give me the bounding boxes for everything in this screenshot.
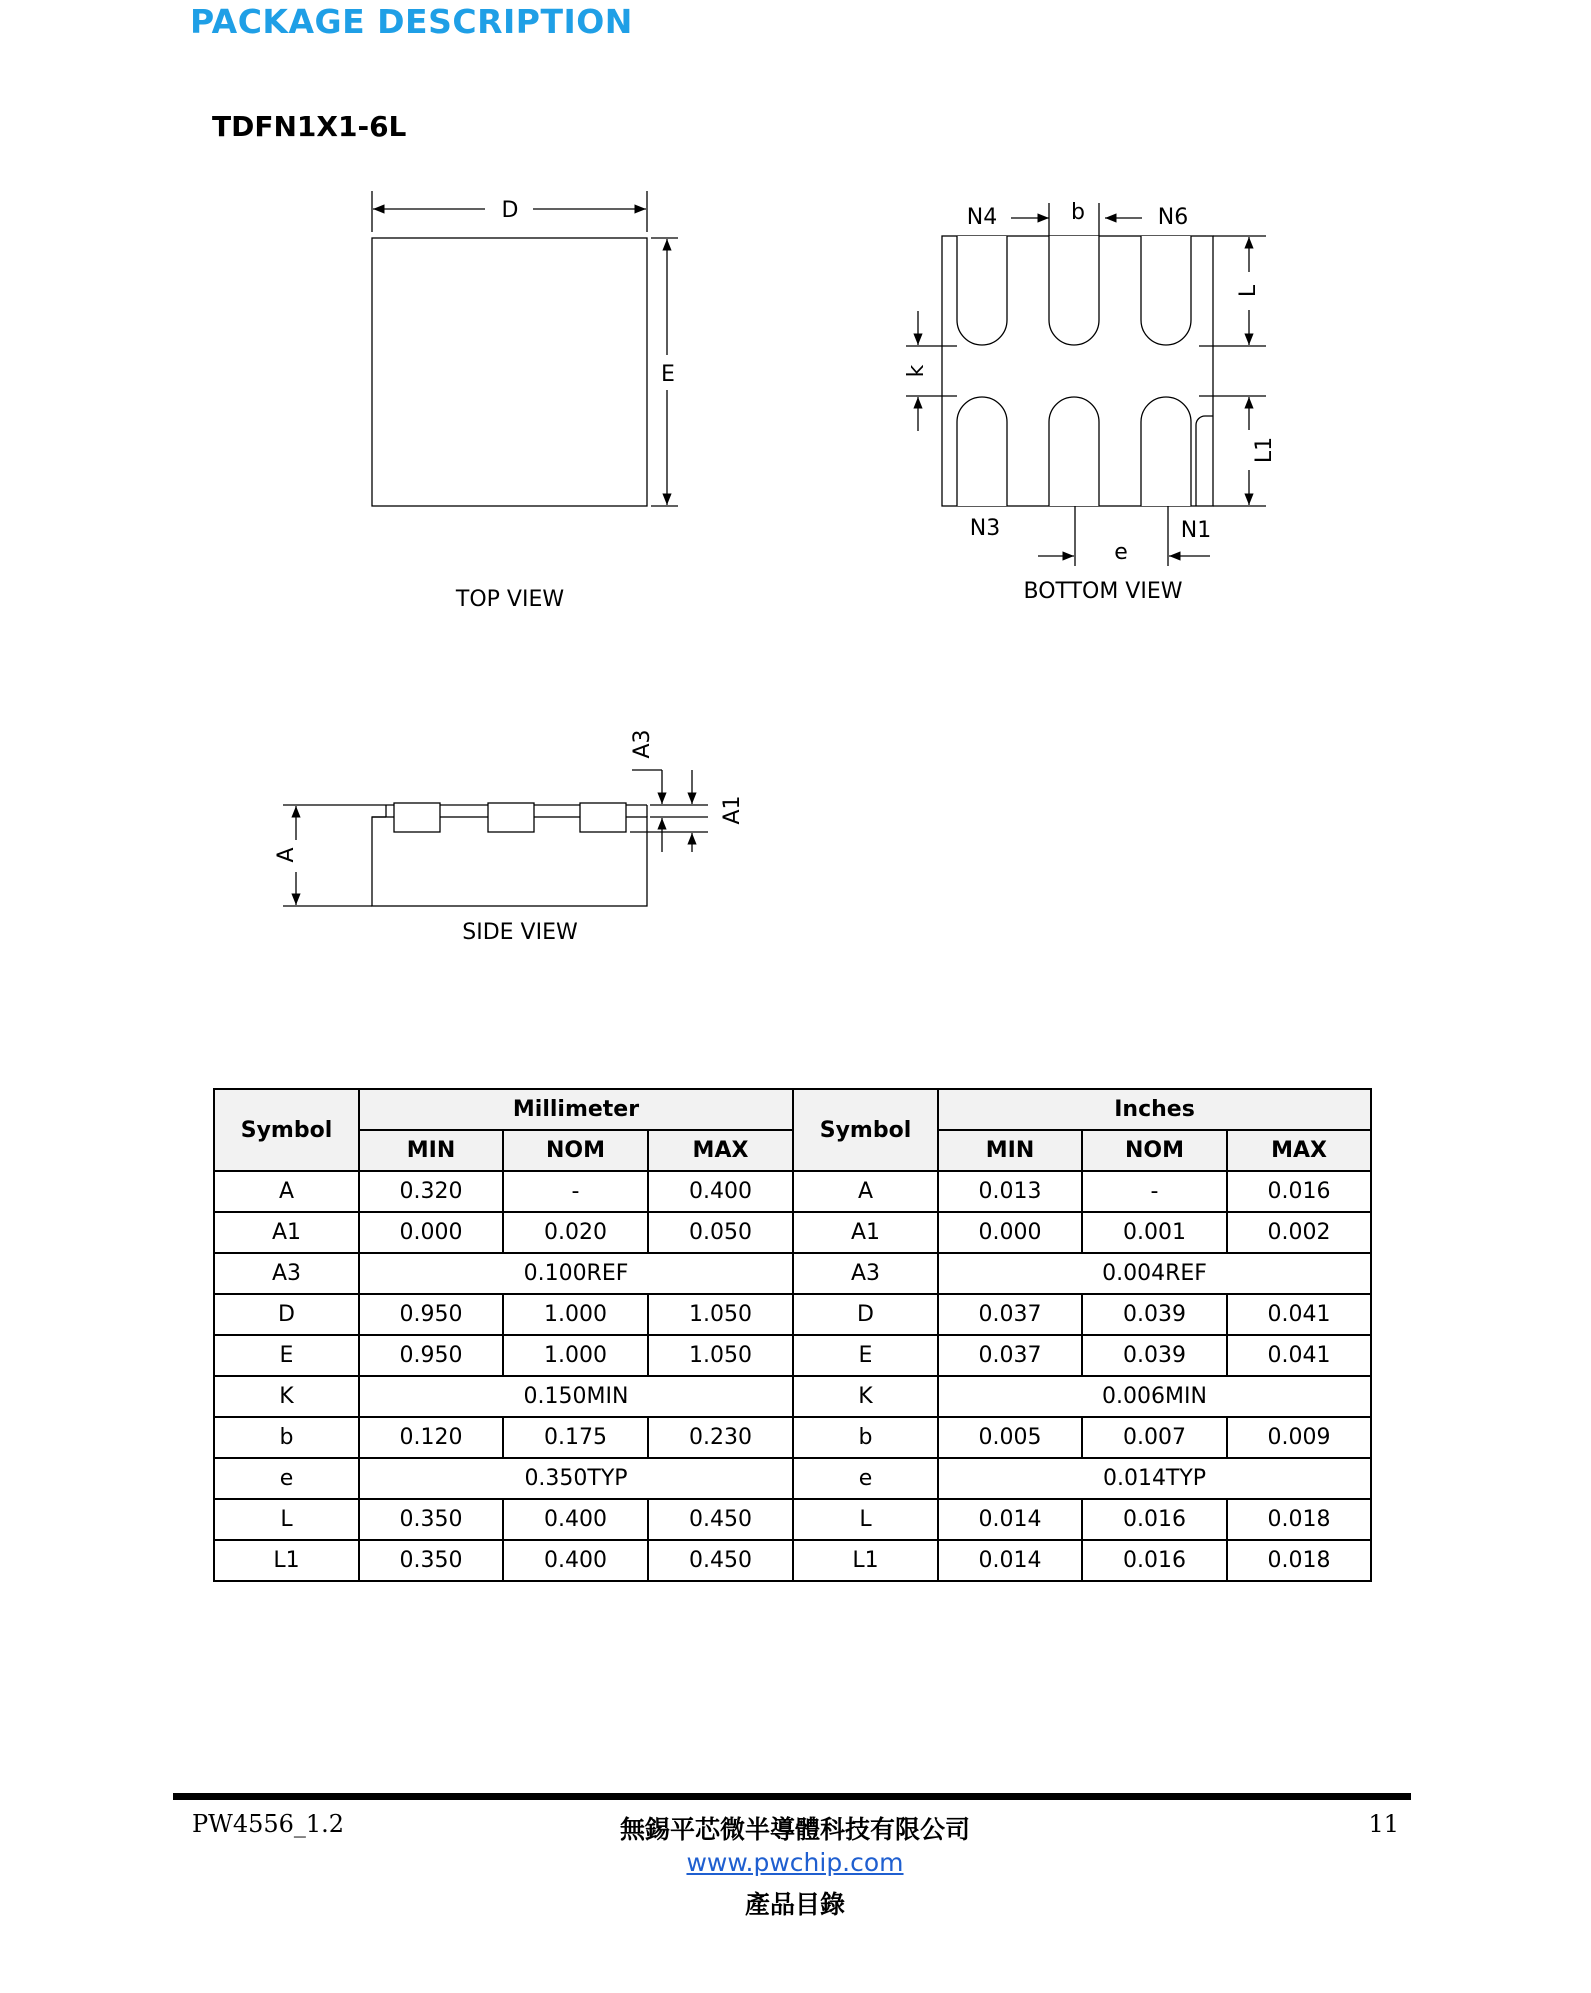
cell-symbol: E xyxy=(214,1335,359,1376)
cell-symbol: L1 xyxy=(214,1540,359,1581)
cell-mm-min: 0.350 xyxy=(359,1499,503,1540)
dim-label-b: b xyxy=(1071,200,1085,225)
pin-label-n4: N4 xyxy=(966,205,998,230)
dim-label-L1: L1 xyxy=(1252,436,1277,464)
top-view xyxy=(372,191,678,612)
cell-symbol: A1 xyxy=(793,1212,938,1253)
dimension-table xyxy=(213,1088,1372,1582)
pin-label-n6: N6 xyxy=(1157,205,1189,230)
cell-mm-max: 0.450 xyxy=(648,1540,793,1581)
symbol-header-mm: Symbol xyxy=(214,1089,359,1171)
pad-n3 xyxy=(957,397,1007,506)
footer-divider xyxy=(173,1793,1411,1800)
pad-n6 xyxy=(1141,236,1191,345)
cell-in-max: 0.018 xyxy=(1227,1499,1371,1540)
cell-symbol: A3 xyxy=(793,1253,938,1294)
cell-mm-max: 0.050 xyxy=(648,1212,793,1253)
cell-mm-nom: 1.000 xyxy=(503,1294,648,1335)
cell-in-span: 0.006MIN xyxy=(938,1376,1371,1417)
side-view-caption: SIDE VIEW xyxy=(462,920,578,945)
in-max-header: MAX xyxy=(1227,1130,1371,1171)
cell-in-max: 0.009 xyxy=(1227,1417,1371,1458)
cell-in-nom: 0.039 xyxy=(1082,1294,1227,1335)
side-view xyxy=(274,729,745,945)
table-row xyxy=(214,1458,1371,1499)
dim-label-E: E xyxy=(661,362,675,387)
table-row xyxy=(214,1499,1371,1540)
bottom-view xyxy=(904,200,1277,604)
cell-symbol: A xyxy=(214,1171,359,1212)
cell-symbol: D xyxy=(214,1294,359,1335)
symbol-header-in: Symbol xyxy=(793,1089,938,1171)
package-name: TDFN1X1-6L xyxy=(212,110,407,143)
cell-in-max: 0.002 xyxy=(1227,1212,1371,1253)
side-lead-3 xyxy=(580,803,626,832)
table-row xyxy=(214,1171,1371,1212)
cell-mm-nom: 0.400 xyxy=(503,1499,648,1540)
side-lead-2 xyxy=(488,803,534,832)
cell-mm-nom: - xyxy=(503,1171,648,1212)
cell-in-nom: 0.007 xyxy=(1082,1417,1227,1458)
cell-symbol: L xyxy=(793,1499,938,1540)
cell-in-min: 0.014 xyxy=(938,1499,1082,1540)
cell-symbol: b xyxy=(793,1417,938,1458)
dim-label-A: A xyxy=(274,847,299,863)
pad-n4 xyxy=(957,236,1007,345)
cell-in-max: 0.041 xyxy=(1227,1294,1371,1335)
cell-mm-min: 0.120 xyxy=(359,1417,503,1458)
mm-max-header: MAX xyxy=(648,1130,793,1171)
millimeter-header: Millimeter xyxy=(359,1089,793,1130)
cell-in-max: 0.018 xyxy=(1227,1540,1371,1581)
table-row xyxy=(214,1212,1371,1253)
table-row xyxy=(214,1376,1371,1417)
cell-mm-max: 1.050 xyxy=(648,1294,793,1335)
cell-mm-max: 0.450 xyxy=(648,1499,793,1540)
inches-header: Inches xyxy=(938,1089,1371,1130)
cell-mm-min: 0.320 xyxy=(359,1171,503,1212)
cell-symbol: K xyxy=(793,1376,938,1417)
company-name: 無錫平芯微半導體科技有限公司 xyxy=(619,1815,970,1844)
cell-mm-nom: 0.400 xyxy=(503,1540,648,1581)
cell-symbol: K xyxy=(214,1376,359,1417)
cell-in-nom: 0.039 xyxy=(1082,1335,1227,1376)
dim-label-D: D xyxy=(501,198,519,223)
table-row xyxy=(214,1294,1371,1335)
table-row xyxy=(214,1540,1371,1581)
cell-in-nom: 0.001 xyxy=(1082,1212,1227,1253)
cell-mm-min: 0.000 xyxy=(359,1212,503,1253)
cell-mm-span: 0.100REF xyxy=(359,1253,793,1294)
cell-in-nom: - xyxy=(1082,1171,1227,1212)
bottom-view-caption: BOTTOM VIEW xyxy=(1023,579,1183,604)
cell-symbol: E xyxy=(793,1335,938,1376)
cell-mm-nom: 0.175 xyxy=(503,1417,648,1458)
cell-in-min: 0.037 xyxy=(938,1335,1082,1376)
cell-in-max: 0.041 xyxy=(1227,1335,1371,1376)
document-id: PW4556_1.2 xyxy=(192,1810,345,1838)
cell-mm-nom: 0.020 xyxy=(503,1212,648,1253)
cell-symbol: b xyxy=(214,1417,359,1458)
pad-n1 xyxy=(1141,397,1191,506)
product-catalog-label: 產品目錄 xyxy=(744,1890,845,1919)
in-nom-header: NOM xyxy=(1082,1130,1227,1171)
cell-mm-span: 0.350TYP xyxy=(359,1458,793,1499)
pad-n2 xyxy=(1049,397,1099,506)
cell-symbol: e xyxy=(214,1458,359,1499)
table-row xyxy=(214,1335,1371,1376)
cell-in-nom: 0.016 xyxy=(1082,1540,1227,1581)
pin-label-n1: N1 xyxy=(1180,518,1212,543)
cell-in-min: 0.000 xyxy=(938,1212,1082,1253)
cell-in-min: 0.013 xyxy=(938,1171,1082,1212)
table-row xyxy=(214,1417,1371,1458)
in-min-header: MIN xyxy=(938,1130,1082,1171)
top-view-outline xyxy=(372,238,647,506)
page-number: 11 xyxy=(1368,1810,1399,1838)
cell-in-min: 0.037 xyxy=(938,1294,1082,1335)
dim-label-e: e xyxy=(1114,540,1128,565)
pin-label-n3: N3 xyxy=(969,516,1001,541)
table-subheader-row xyxy=(214,1130,1371,1171)
mm-nom-header: NOM xyxy=(503,1130,648,1171)
mm-min-header: MIN xyxy=(359,1130,503,1171)
table-header-row xyxy=(214,1089,1371,1130)
cell-mm-max: 1.050 xyxy=(648,1335,793,1376)
dim-label-A1: A1 xyxy=(720,795,745,825)
dim-label-k: k xyxy=(904,364,929,378)
cell-symbol: A xyxy=(793,1171,938,1212)
cell-symbol: L xyxy=(214,1499,359,1540)
cell-in-min: 0.014 xyxy=(938,1540,1082,1581)
cell-in-nom: 0.016 xyxy=(1082,1499,1227,1540)
cell-symbol: L1 xyxy=(793,1540,938,1581)
dim-label-L: L xyxy=(1236,284,1261,298)
section-title: PACKAGE DESCRIPTION xyxy=(190,2,633,41)
cell-in-span: 0.004REF xyxy=(938,1253,1371,1294)
pad-n5 xyxy=(1049,236,1099,345)
dim-label-A3: A3 xyxy=(630,729,655,759)
cell-mm-min: 0.950 xyxy=(359,1335,503,1376)
cell-mm-max: 0.400 xyxy=(648,1171,793,1212)
cell-symbol: A1 xyxy=(214,1212,359,1253)
cell-mm-span: 0.150MIN xyxy=(359,1376,793,1417)
top-view-caption: TOP VIEW xyxy=(455,587,565,612)
cell-mm-nom: 1.000 xyxy=(503,1335,648,1376)
website-link[interactable]: www.pwchip.com xyxy=(686,1848,904,1877)
cell-in-max: 0.016 xyxy=(1227,1171,1371,1212)
cell-symbol: A3 xyxy=(214,1253,359,1294)
cell-mm-min: 0.350 xyxy=(359,1540,503,1581)
cell-mm-min: 0.950 xyxy=(359,1294,503,1335)
cell-in-min: 0.005 xyxy=(938,1417,1082,1458)
cell-in-span: 0.014TYP xyxy=(938,1458,1371,1499)
cell-symbol: D xyxy=(793,1294,938,1335)
side-lead-1 xyxy=(394,803,440,832)
table-row xyxy=(214,1253,1371,1294)
cell-mm-max: 0.230 xyxy=(648,1417,793,1458)
cell-symbol: e xyxy=(793,1458,938,1499)
